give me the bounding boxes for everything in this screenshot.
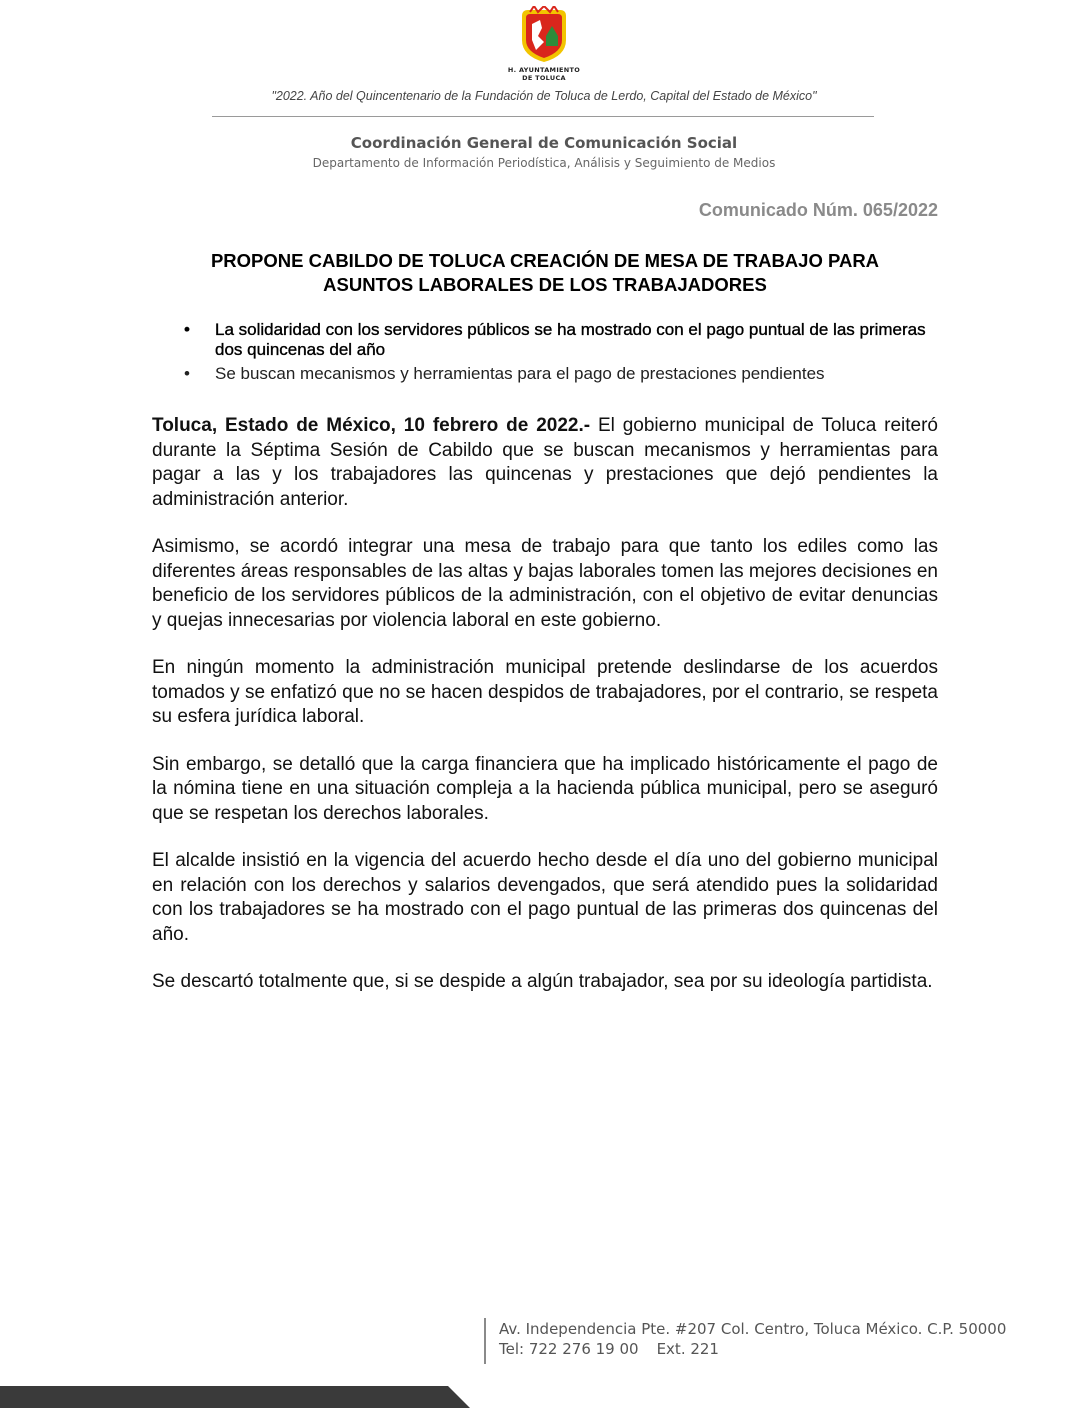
bullet-text: La solidaridad con los servidores públicos se ha mostrado con el pago puntual de las primeras dos quincenas del año — [215, 320, 926, 359]
summary-bullets — [152, 320, 938, 388]
coordination-title: Coordinación General de Comunicación Social — [350, 134, 738, 152]
bullet-item — [152, 320, 938, 360]
headline — [152, 249, 938, 297]
paragraph: El alcalde insistió en la vigencia del acuerdo hecho desde el día uno del gobierno municipal en relación con los derechos y salarios devengados, que será atendido pues la solidaridad con los trabajadores se ha mostrado con el pago puntual de las primeras dos quincenas del año. — [152, 850, 938, 945]
paragraph: En ningún momento la administración municipal pretende deslindarse de los acuerdos tomados y se enfatizó que no se hacen despidos de trabajadores, por el contrario, se respeta su esfera jurídica laboral. — [152, 657, 938, 727]
dateline: Toluca, Estado de México, 10 febrero de 2022.- — [152, 415, 591, 436]
comunicado-number: Comunicado Núm. 065/2022 — [698, 200, 938, 220]
bottom-decorative-stripe — [0, 1386, 470, 1408]
paragraph: Asimismo, se acordó integrar una mesa de trabajo para que tanto los ediles como las diferentes áreas responsables de las altas y bajas laborales tomen las mejores decisiones en beneficio de los servidores públicos de la administración, con el objetivo de evitar denuncias y quejas innecesarias por violencia laboral en este gobierno. — [152, 536, 938, 631]
bullet-item — [152, 364, 938, 384]
headline-line1: PROPONE CABILDO DE TOLUCA CREACIÓN DE MESA DE TRABAJO PARA — [210, 250, 880, 271]
paragraph-text: El gobierno municipal de Toluca reiteró durante la Séptima Sesión de Cabildo que se buscan mecanismos y herramientas para pagar a las y los trabajadores las quincenas y prestaciones que dejó pendientes la administración anterior. — [152, 415, 938, 510]
logo-caption-line1: H. AYUNTAMIENTO — [507, 66, 581, 74]
toluca-coat-of-arms-icon — [518, 6, 570, 64]
bullet-dot-icon: • — [184, 364, 190, 383]
footer-contact — [499, 1340, 719, 1358]
headline-line2: ASUNTOS LABORALES DE LOS TRABAJADORES — [323, 274, 767, 295]
article-body — [152, 414, 938, 1018]
paragraph: Se descartó totalmente que, si se despide a algún trabajador, sea por su ideología partidista. — [152, 971, 933, 992]
department-subtitle: Departamento de Información Periodística, Análisis y Seguimiento de Medios — [312, 156, 776, 170]
footer-address: Av. Independencia Pte. #207 Col. Centro, Toluca México. C.P. 50000 — [499, 1320, 1007, 1338]
paragraph: Sin embargo, se detalló que la carga financiera que ha implicado históricamente el pago de la nómina tiene en una situación compleja a la hacienda pública municipal, pero se aseguró que se respetan los derechos laborales. — [152, 753, 938, 824]
footer-phone: Tel: 722 276 19 00 — [499, 1340, 639, 1358]
header-divider — [212, 116, 874, 117]
municipal-logo — [488, 6, 600, 84]
footer-extension: Ext. 221 — [656, 1340, 719, 1358]
paragraph — [152, 414, 938, 512]
logo-caption-line2: DE TOLUCA — [522, 74, 566, 82]
bullet-dot-icon: • — [184, 320, 190, 339]
footer-divider — [484, 1318, 486, 1364]
bullet-text: Se buscan mecanismos y herramientas para el pago de prestaciones pendientes — [215, 364, 825, 383]
year-motto: "2022. Año del Quincentenario de la Fundación de Toluca de Lerdo, Capital del Estado de México" — [271, 89, 817, 103]
